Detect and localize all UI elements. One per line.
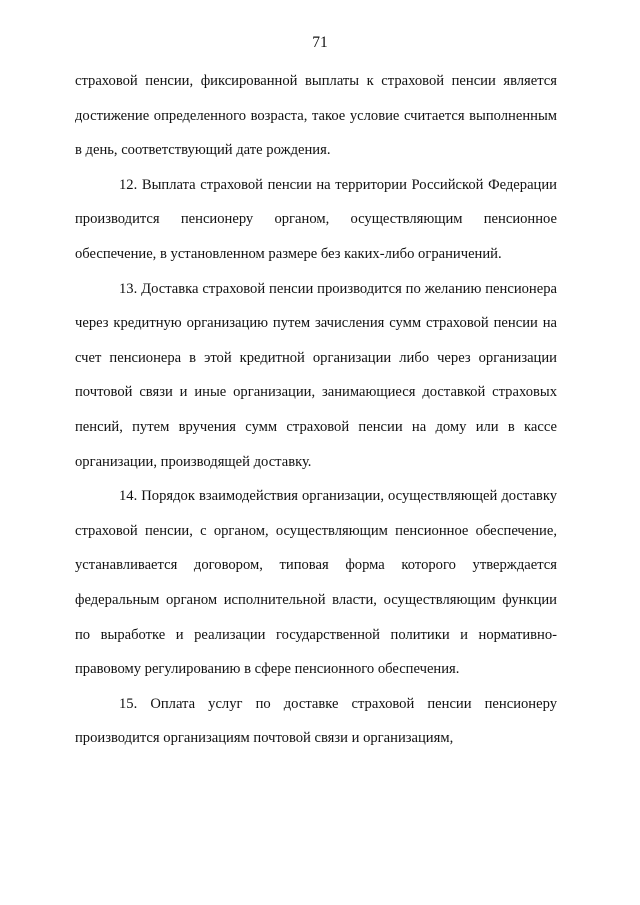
paragraph-14: 14. Порядок взаимодействия организации, осуществляющей доставку страховой пенсии, с органом, осуществляющим пенсионное обеспечение, устанавливается договором, типовая форма которого утверждается федеральным органом исполнительной власти, осуществляющим функции по выработке и реализации государственной политики и нормативно-правовому регулированию в сфере пенсионного обеспечения. — [75, 488, 557, 678]
paragraph-15: 15. Оплата услуг по доставке страховой пенсии пенсионеру производится организациям почтовой связи и организациям, — [75, 695, 557, 747]
paragraph-continuation: страховой пенсии, фиксированной выплаты к страховой пенсии является достижение определенного возраста, такое условие считается выполненным в день, соответствующий дате рождения. — [75, 73, 557, 159]
paragraph-12: 12. Выплата страховой пенсии на территории Российской Федерации производится пенсионеру органом, осуществляющим пенсионное обеспечение, в установленном размере без каких-либо ограничений. — [75, 176, 557, 262]
document-body — [75, 64, 557, 756]
page-number: 71 — [312, 34, 328, 51]
paragraph-13: 13. Доставка страховой пенсии производится по желанию пенсионера через кредитную организацию путем зачисления сумм страховой пенсии на счет пенсионера в этой кредитной организации либо через организации почтовой связи и иные организации, занимающиеся доставкой страховых пенсий, путем вручения сумм страховой пенсии на дому или в кассе организации, производящей доставку. — [75, 280, 557, 470]
